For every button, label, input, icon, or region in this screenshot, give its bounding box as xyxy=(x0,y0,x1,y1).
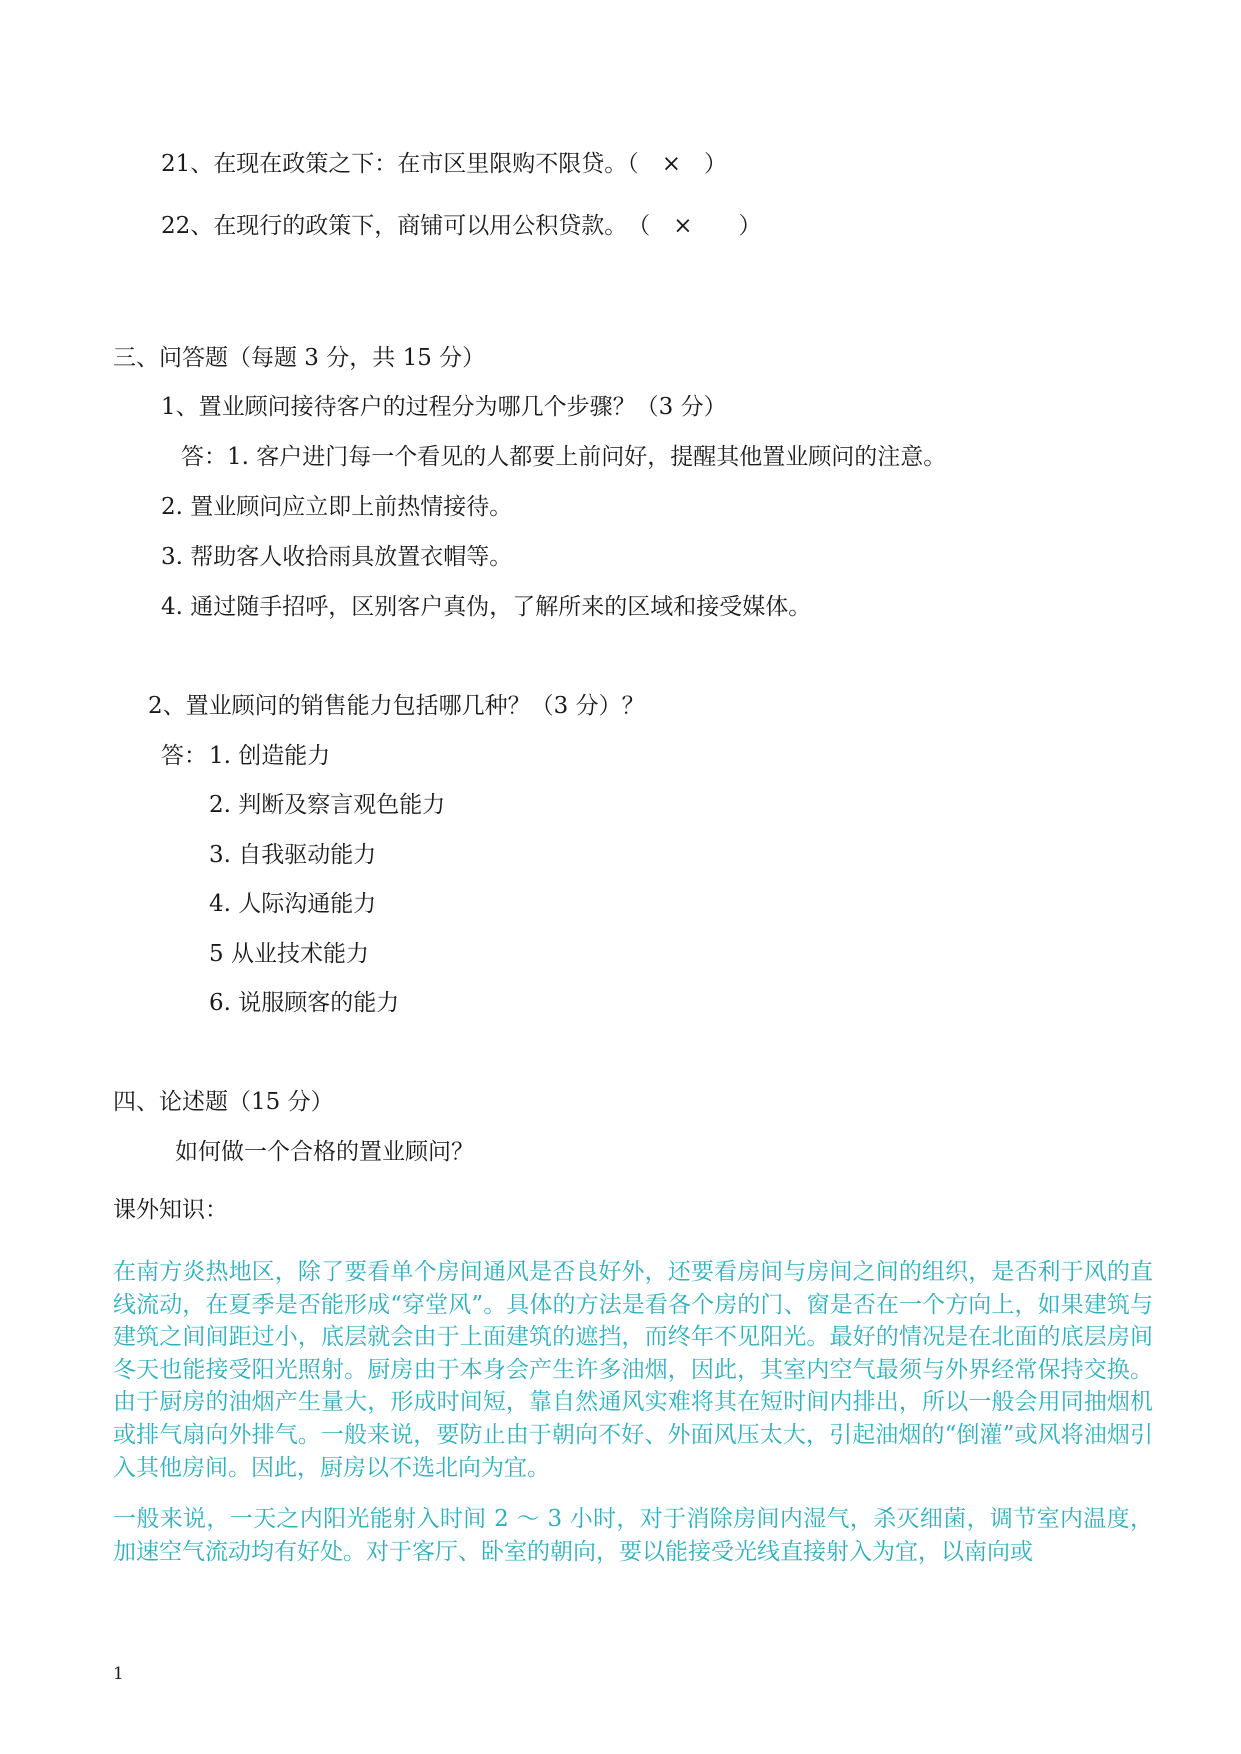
answer-1-line-3: 3. 帮助客人收拾雨具放置衣帽等。 xyxy=(161,544,513,570)
extra-knowledge-heading: 课外知识： xyxy=(113,1197,228,1223)
answer-1-line-2: 2. 置业顾问应立即上前热情接待。 xyxy=(161,494,513,520)
answer-2-item: 3. 自我驱动能力 xyxy=(209,842,377,868)
judgement-item-21: 21、在现在政策之下：在市区里限购不限贷。（ × ） xyxy=(161,151,728,177)
answer-2-item: 6. 说服顾客的能力 xyxy=(209,990,400,1016)
judgement-item-22: 22、在现行的政策下，商铺可以用公积贷款。 （ × ） xyxy=(161,213,762,239)
answer-2-prefix: 答： xyxy=(161,743,207,769)
answer-1-line-4: 4. 通过随手招呼，区别客户真伪，了解所来的区域和接受媒体。 xyxy=(161,594,812,620)
page-number: 1 xyxy=(113,1664,124,1684)
answer-2-item: 5 从业技术能力 xyxy=(209,941,369,967)
essay-question: 如何做一个合格的置业顾问？ xyxy=(175,1139,474,1165)
answer-2-item: 1. 创造能力 xyxy=(209,743,331,769)
extra-paragraph-2: 一般来说，一天之内阳光能射入时间 2 ～ 3 小时，对于消除房间内湿气，杀灭细菌，调节室内温度，加速空气流动均有好处。对于客厅、卧室的朝向，要以能接受光线直接射入为宜，以南向或 xyxy=(113,1506,1153,1565)
answer-2-item: 4. 人际沟通能力 xyxy=(209,891,377,917)
answer-1-line-1: 答：1. 客户进门每一个看见的人都要上前问好，提醒其他置业顾问的注意。 xyxy=(181,444,947,470)
question-1: 1、置业顾问接待客户的过程分为哪几个步骤？（3 分） xyxy=(161,394,727,420)
answer-2-item: 2. 判断及察言观色能力 xyxy=(209,792,446,818)
extra-paragraph-1: 在南方炎热地区，除了要看单个房间通风是否良好外，还要看房间与房间之间的组织，是否利于风的直线流动，在夏季是否能形成“穿堂风”。具体的方法是看各个房的门、窗是否在一个方向上，如果建筑与建筑之间间距过小，底层就会由于上面建筑的遮挡，而终年不见阳光。最好的情况是在北面的底层房间冬天也能接受阳光照射。厨房由于本身会产生许多油烟，因此，其室内空气最须与外界经常保持交换。由于厨房的油烟产生量大，形成时间短，靠自然通风实难将其在短时间内排出，所以一般会用同抽烟机或排气扇向外排气。一般来说，要防止由于朝向不好、外面风压太大，引起油烟的“倒灌”或风将油烟引入其他房间。因此，厨房以不选北向为宜。 xyxy=(113,1259,1153,1481)
section-three-heading: 三、问答题（每题 3 分，共 15 分） xyxy=(113,345,486,371)
question-2: 2、置业顾问的销售能力包括哪几种？（3 分）？ xyxy=(148,693,645,719)
section-four-heading: 四、论述题（15 分） xyxy=(113,1089,334,1115)
